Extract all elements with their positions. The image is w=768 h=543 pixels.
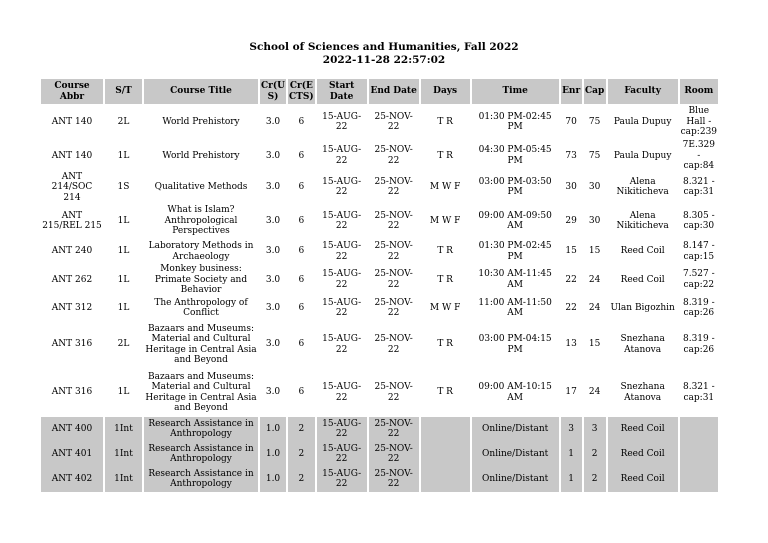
cell-capacity: 15 [588,339,601,350]
cell-end-date: 25-NOV-22 [374,269,413,290]
cell-credits-ects: 6 [298,246,305,257]
school-term-title: School of Sciences and Humanities, Fall 2022 [249,41,519,53]
cell-section-type: 1L [117,150,130,161]
cell-course-title: What is Islam? Anthropological Perspectives [164,205,238,237]
cell-credits-us: 3.0 [265,339,281,350]
cell-faculty: Paula Dupuy [613,116,672,127]
cell-capacity: 15 [588,246,601,257]
cell-credits-ects: 2 [288,442,315,467]
cell-faculty: Alena Nikiticheva [616,176,669,198]
cell-end-date: 25-NOV-22 [374,145,413,166]
cell-course-title: World Prehistory [162,116,240,127]
cell-room: 7.527 - cap:22 [682,269,715,290]
cell-room: 8.321 - cap:31 [682,382,715,403]
cell-days: T R [437,116,453,127]
cell-days: M W F [429,302,461,313]
cell-course-abbr: ANT 402 [41,467,103,492]
cell-room [680,417,718,442]
cell-course-title: Bazaars and Museums: Material and Cultural Heritage in Central Asia and Beyond [145,323,257,365]
cell-room: 8.319 - cap:26 [682,297,715,318]
cell-enrolled: 30 [565,182,577,192]
cell-credits-us: 3.0 [265,182,281,192]
table-row [41,417,718,442]
cell-capacity: 2 [584,467,606,492]
cell-enrolled: 3 [561,417,582,442]
cell-end-date: 25-NOV-22 [374,297,413,318]
cell-days [421,467,470,492]
cell-end-date: 25-NOV-22 [369,467,419,492]
cell-room: 8.147 - cap:15 [682,241,715,262]
cell-time: 11:00 AM-11:50 AM [478,297,552,318]
cell-course-title: Research Assistance in Anthropology [144,417,258,442]
col-header-time: Time [472,79,559,104]
cell-capacity: 2 [584,442,606,467]
cell-faculty: Snezhana Atanova [620,382,665,403]
cell-enrolled: 13 [565,339,577,350]
cell-capacity: 30 [588,215,601,226]
cell-course-abbr: ANT 140 [51,150,93,161]
cell-course-title: Research Assistance in Anthropology [144,467,258,492]
col-header-credits-us: Cr(U S) [260,79,286,104]
cell-credits-ects: 6 [298,339,305,350]
cell-credits-ects: 6 [298,150,305,161]
cell-start-date: 15-AUG-22 [317,417,367,442]
cell-course-title: Qualitative Methods [154,182,248,192]
cell-end-date: 25-NOV-22 [374,334,413,355]
cell-end-date: 25-NOV-22 [374,382,413,403]
cell-course-title: World Prehistory [162,150,240,161]
cell-section-type: 2L [117,116,130,127]
cell-days: T R [437,246,453,257]
cell-days: M W F [429,182,461,192]
cell-section-type: 1Int [105,442,142,467]
cell-faculty: Reed Coil [608,417,678,442]
cell-course-abbr: ANT 214/SOC 214 [51,171,93,203]
cell-enrolled: 29 [565,215,577,226]
cell-room [680,467,718,492]
cell-time: 01:30 PM-02:45 PM [478,241,552,262]
cell-start-date: 15-AUG-22 [322,111,362,132]
table-row [41,321,718,369]
cell-days: T R [437,339,453,350]
col-header-enrolled: Enr [561,79,582,104]
cell-credits-ects: 6 [298,182,305,192]
cell-course-abbr: ANT 316 [51,339,93,350]
cell-course-title: Monkey business: Primate Society and Behavior [154,264,248,295]
cell-start-date: 15-AUG-22 [322,334,362,355]
cell-capacity: 75 [588,116,601,127]
table-row [41,104,718,140]
cell-end-date: 25-NOV-22 [369,417,419,442]
cell-time: 10:30 AM-11:45 AM [478,269,552,290]
cell-end-date: 25-NOV-22 [374,176,413,198]
cell-credits-ects: 6 [298,215,305,226]
cell-capacity: 3 [584,417,606,442]
cell-faculty: Ulan Bigozhin [610,302,675,313]
cell-section-type: 1L [117,302,130,313]
cell-room: Blue Hall - cap:239 [680,106,718,138]
cell-enrolled: 1 [561,442,582,467]
cell-days: T R [437,150,453,161]
cell-start-date: 15-AUG-22 [322,241,362,262]
table-header-row [41,79,718,104]
table-body [41,104,718,492]
cell-credits-us: 3.0 [265,116,281,127]
cell-days [421,442,470,467]
cell-course-abbr: ANT 240 [51,246,93,257]
cell-days [421,417,470,442]
col-header-start-date: Start Date [317,79,367,104]
cell-credits-us: 1.0 [260,467,286,492]
cell-credits-us: 3.0 [265,274,281,285]
cell-room [680,442,718,467]
col-header-section-type: S/T [105,79,142,104]
cell-start-date: 15-AUG-22 [322,269,362,290]
table-row [41,467,718,492]
cell-section-type: 2L [117,339,130,350]
cell-time: 04:30 PM-05:45 PM [478,145,552,166]
cell-credits-ects: 6 [298,387,305,398]
table-row [41,296,718,321]
cell-start-date: 15-AUG-22 [322,382,362,403]
cell-course-abbr: ANT 401 [41,442,103,467]
cell-credits-us: 1.0 [260,442,286,467]
col-header-course-title: Course Title [144,79,258,104]
cell-time: Online/Distant [472,467,559,492]
cell-faculty: Reed Coil [608,467,678,492]
cell-faculty: Reed Coil [620,274,665,285]
cell-section-type: 1L [117,274,130,285]
cell-course-abbr: ANT 215/REL 215 [42,210,102,231]
cell-credits-us: 3.0 [265,215,281,226]
cell-days: T R [437,387,453,398]
col-header-room: Room [680,79,718,104]
cell-time: 03:00 PM-03:50 PM [478,176,552,198]
col-header-course-abbr: Course Abbr [41,79,103,104]
cell-capacity: 75 [588,150,601,161]
cell-time: 03:00 PM-04:15 PM [478,334,552,355]
cell-time: 09:00 AM-09:50 AM [478,210,552,231]
col-header-credits-ects: Cr(E CTS) [288,79,315,104]
cell-enrolled: 22 [565,274,577,285]
cell-credits-ects: 6 [298,274,305,285]
cell-time: 01:30 PM-02:45 PM [478,111,552,132]
cell-faculty: Reed Coil [608,442,678,467]
cell-capacity: 24 [588,274,601,285]
table-row [41,264,718,296]
cell-time: Online/Distant [472,417,559,442]
cell-end-date: 25-NOV-22 [374,111,413,132]
cell-credits-us: 3.0 [265,150,281,161]
cell-section-type: 1S [117,182,130,192]
cell-room: 8.305 - cap:30 [682,210,715,231]
cell-course-abbr: ANT 140 [51,116,93,127]
cell-room: 7E.329 - cap:84 [682,140,715,171]
cell-enrolled: 70 [565,116,577,127]
cell-course-abbr: ANT 316 [51,387,93,398]
cell-start-date: 15-AUG-22 [322,297,362,318]
page-title [0,41,768,67]
cell-section-type: 1L [117,246,130,257]
table-row [41,239,718,264]
cell-section-type: 1Int [105,467,142,492]
col-header-capacity: Cap [584,79,606,104]
cell-enrolled: 17 [565,387,577,398]
cell-start-date: 15-AUG-22 [317,442,367,467]
cell-days: T R [437,274,453,285]
cell-enrolled: 73 [565,150,577,161]
cell-time: 09:00 AM-10:15 AM [478,382,552,403]
course-schedule-table [39,79,720,492]
cell-start-date: 15-AUG-22 [322,145,362,166]
cell-enrolled: 22 [565,302,577,313]
cell-credits-ects: 2 [288,467,315,492]
cell-start-date: 15-AUG-22 [322,176,362,198]
cell-section-type: 1Int [105,417,142,442]
cell-start-date: 15-AUG-22 [322,210,362,231]
cell-course-abbr: ANT 312 [51,302,93,313]
col-header-faculty: Faculty [608,79,678,104]
cell-credits-us: 3.0 [265,387,281,398]
cell-credits-us: 1.0 [260,417,286,442]
cell-course-title: Research Assistance in Anthropology [144,442,258,467]
cell-capacity: 24 [588,387,601,398]
cell-time: Online/Distant [472,442,559,467]
cell-enrolled: 1 [561,467,582,492]
cell-faculty: Snezhana Atanova [620,334,665,355]
cell-course-abbr: ANT 400 [41,417,103,442]
cell-credits-ects: 2 [288,417,315,442]
cell-faculty: Alena Nikiticheva [616,210,669,231]
cell-end-date: 25-NOV-22 [374,210,413,231]
cell-course-title: The Anthropology of Conflict [154,297,248,318]
cell-end-date: 25-NOV-22 [369,442,419,467]
table-row [41,140,718,172]
cell-credits-us: 3.0 [265,302,281,313]
col-header-days: Days [421,79,470,104]
cell-enrolled: 15 [565,246,577,257]
cell-credits-us: 3.0 [265,246,281,257]
cell-section-type: 1L [117,215,130,226]
col-header-end-date: End Date [369,79,419,104]
table-row [41,442,718,467]
table-row [41,369,718,417]
cell-room: 8.319 - cap:26 [682,334,715,355]
cell-credits-ects: 6 [298,302,305,313]
cell-capacity: 24 [588,302,601,313]
cell-capacity: 30 [588,182,601,192]
cell-end-date: 25-NOV-22 [374,241,413,262]
cell-credits-ects: 6 [298,116,305,127]
table-row [41,203,718,239]
cell-start-date: 15-AUG-22 [317,467,367,492]
cell-course-title: Laboratory Methods in Archaeology [148,241,254,262]
cell-course-title: Bazaars and Museums: Material and Cultural Heritage in Central Asia and Beyond [145,371,257,413]
table-row [41,172,718,204]
cell-course-abbr: ANT 262 [51,274,93,285]
cell-room: 8.321 - cap:31 [682,176,715,198]
report-timestamp: 2022-11-28 22:57:02 [322,54,446,66]
cell-section-type: 1L [117,387,130,398]
cell-days: M W F [429,215,461,226]
cell-faculty: Reed Coil [620,246,665,257]
cell-faculty: Paula Dupuy [613,150,672,161]
